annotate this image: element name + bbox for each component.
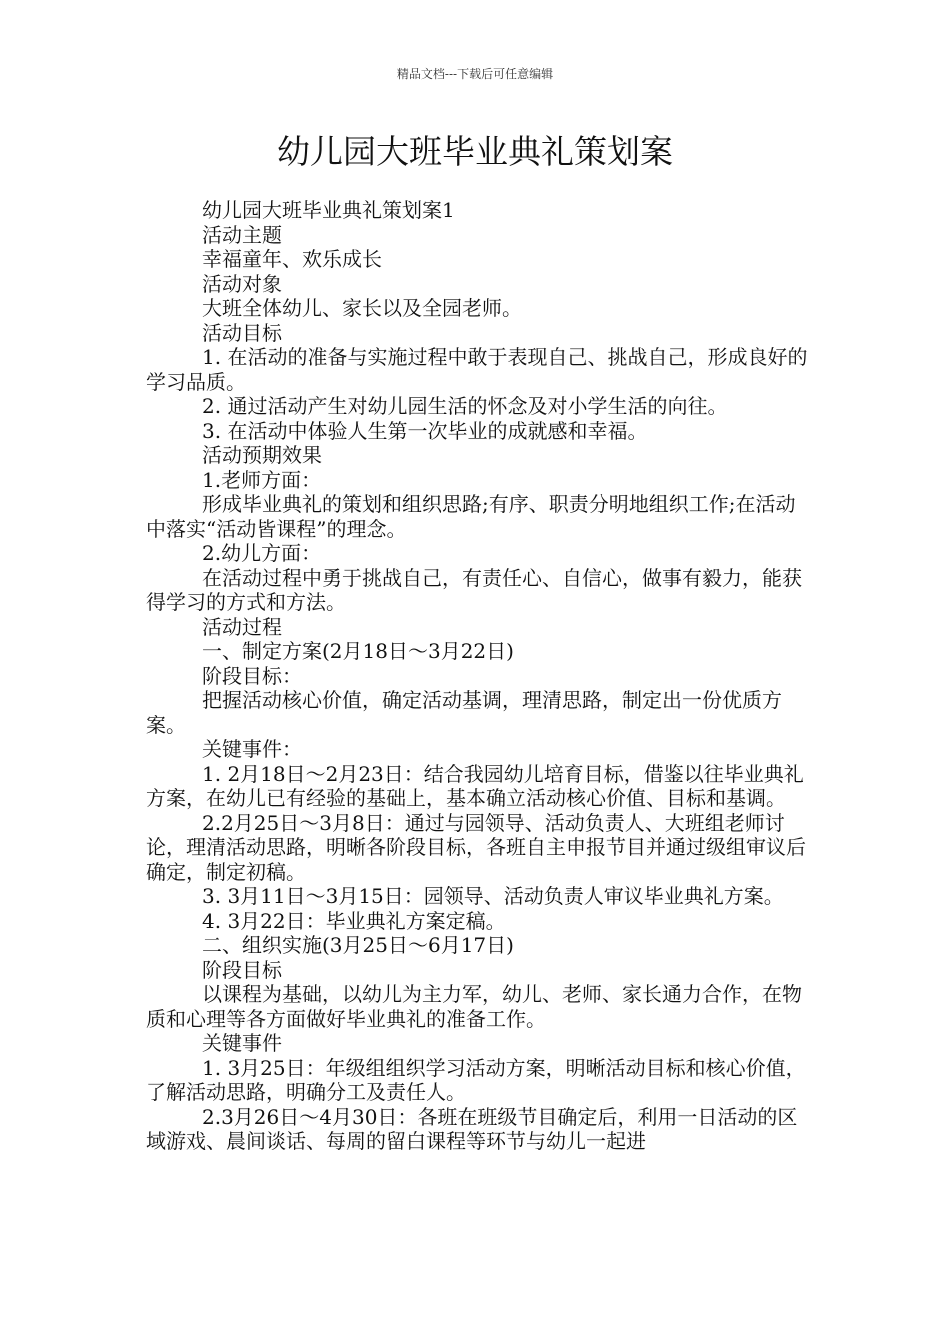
paragraph: 1. 2月18日～2月23日：结合我园幼儿培育目标，借鉴以往毕业典礼方案，在幼儿已有经验的基础上，基本确立活动核心价值、目标和基调。 xyxy=(146,761,804,810)
paragraph: 以课程为基础，以幼儿为主力军，幼儿、老师、家长通力合作，在物质和心理等各方面做好毕业典礼的准备工作。 xyxy=(146,982,802,1031)
paragraph: 在活动过程中勇于挑战自己，有责任心、自信心，做事有毅力，能获得学习的方式和方法。 xyxy=(146,565,802,614)
paragraph: 3. 3月11日～3月15日：园领导、活动负责人审议毕业典礼方案。 xyxy=(202,884,784,908)
paragraph: 活动主题 xyxy=(202,222,282,247)
paragraph: 幸福童年、欢乐成长 xyxy=(202,247,382,271)
paragraph: 活动对象 xyxy=(202,271,282,296)
paragraph: 1. 3月25日：年级组组织学习活动方案，明晰活动目标和核心价值，了解活动思路，明确分工及责任人。 xyxy=(146,1055,806,1104)
document-title: 幼儿园大班毕业典礼策划案 xyxy=(277,132,673,171)
paragraph: 阶段目标 xyxy=(202,957,282,982)
paragraph: 活动预期效果 xyxy=(202,443,322,467)
paragraph: 关键事件： xyxy=(202,737,302,761)
paragraph: 4. 3月22日：毕业典礼方案定稿。 xyxy=(202,908,506,933)
paragraph: 阶段目标： xyxy=(202,663,302,688)
paragraph: 2.幼儿方面： xyxy=(202,541,322,565)
paragraph: 二、组织实施(3月25日～6月17日) xyxy=(202,933,514,957)
paragraph: 2.2月25日～3月8日：通过与园领导、活动负责人、大班组老师讨论，理清活动思路，明晰各阶段目标，各班自主申报节目并通过级组审议后确定，制定初稿。 xyxy=(146,810,806,884)
paragraph: 活动目标 xyxy=(202,320,282,345)
document-body xyxy=(146,198,811,1154)
paragraph: 把握活动核心价值，确定活动基调，理清思路，制定出一份优质方案。 xyxy=(146,688,782,737)
paragraph: 3. 在活动中体验人生第一次毕业的成就感和幸福。 xyxy=(202,418,648,443)
page-header: 精品文档---下载后可任意编辑 xyxy=(396,67,554,81)
paragraph: 活动过程 xyxy=(202,614,282,639)
paragraph: 1.老师方面： xyxy=(202,467,322,492)
paragraph: 大班全体幼儿、家长以及全园老师。 xyxy=(202,296,522,320)
paragraph: 2.3月26日～4月30日：各班在班级节目确定后，利用一日活动的区域游戏、晨间谈话、每周的留白课程等环节与幼儿一起进 xyxy=(146,1104,798,1153)
paragraph: 1. 在活动的准备与实施过程中敢于表现自己、挑战自己，形成良好的学习品质。 xyxy=(146,345,808,394)
paragraph: 关键事件 xyxy=(202,1031,282,1055)
paragraph: 幼儿园大班毕业典礼策划案1 xyxy=(202,198,455,222)
paragraph: 2. 通过活动产生对幼儿园生活的怀念及对小学生活的向往。 xyxy=(202,394,728,418)
paragraph: 形成毕业典礼的策划和组织思路;有序、职责分明地组织工作;在活动中落实“活动皆课程”的理念。 xyxy=(146,492,796,541)
paragraph: 一、制定方案(2月18日～3月22日) xyxy=(202,639,514,663)
